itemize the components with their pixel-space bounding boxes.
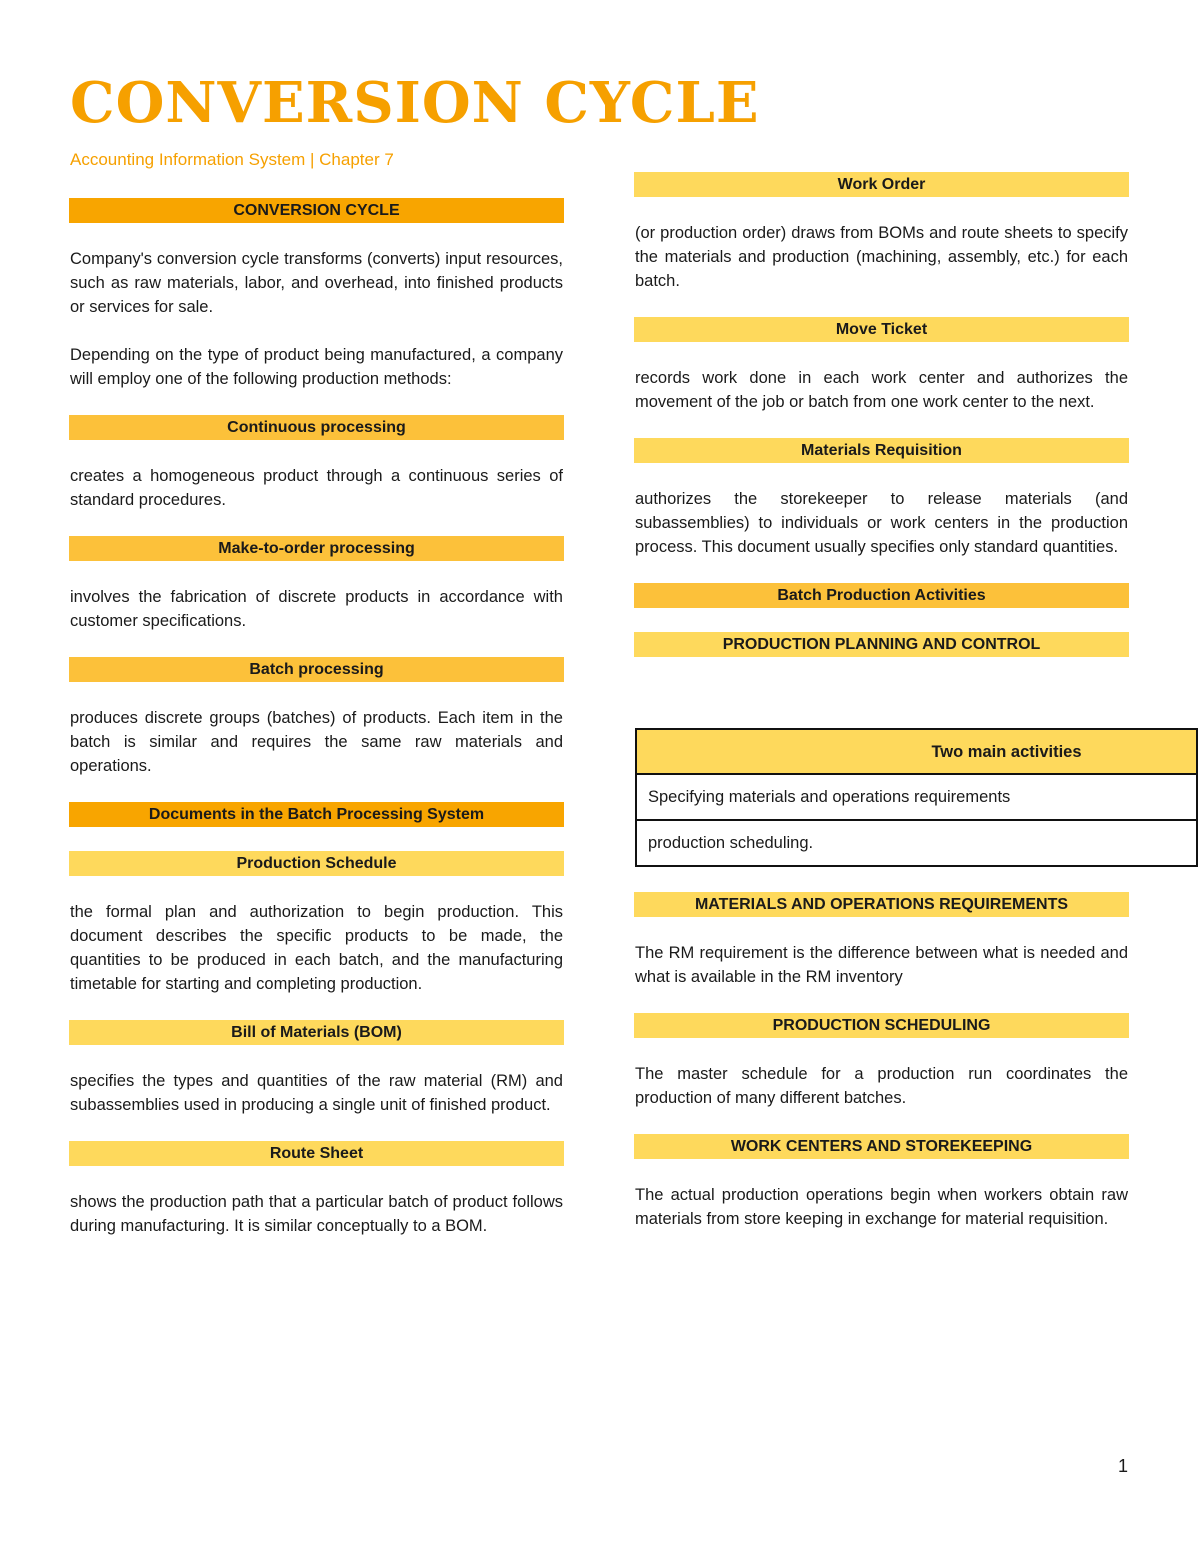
paragraph-bill-of-materials: specifies the types and quantities of the raw material (RM) and subassemblies used in producing a single unit of finished product. xyxy=(70,1072,563,1114)
paragraph-make-to-order: involves the fabrication of discrete products in accordance with customer specifications. xyxy=(70,588,563,630)
section-header-make-to-order: Make-to-order processing xyxy=(69,536,564,561)
paragraph-batch-processing: produces discrete groups (batches) of products. Each item in the batch is similar and requires the same raw materials and operations. xyxy=(70,709,563,775)
section-header-work-order: Work Order xyxy=(634,172,1129,197)
section-header-batch-production-activities: Batch Production Activities xyxy=(634,583,1129,608)
paragraph-production-methods: Depending on the type of product being manufactured, a company will employ one of the following production methods: xyxy=(70,346,563,388)
section-header-continuous-processing: Continuous processing xyxy=(69,415,564,440)
paragraph-continuous-processing: creates a homogeneous product through a continuous series of standard procedures. xyxy=(70,467,563,509)
paragraph-materials-operations-requirements: The RM requirement is the difference between what is needed and what is available in the RM inventory xyxy=(635,944,1128,986)
section-header-move-ticket: Move Ticket xyxy=(634,317,1129,342)
main-activities-table xyxy=(635,728,1198,867)
section-header-bill-of-materials: Bill of Materials (BOM) xyxy=(69,1020,564,1045)
section-header-work-centers-storekeeping: WORK CENTERS AND STOREKEEPING xyxy=(634,1134,1129,1159)
paragraph-work-order: (or production order) draws from BOMs and route sheets to specify the materials and production (machining, assembly, etc.) for each batch. xyxy=(635,224,1128,290)
section-header-conversion-cycle: CONVERSION CYCLE xyxy=(69,198,564,223)
left-column xyxy=(69,198,564,1238)
paragraph-route-sheet: shows the production path that a particular batch of product follows during manufacturing. It is similar conceptually to a BOM. xyxy=(70,1193,563,1235)
section-header-production-schedule: Production Schedule xyxy=(69,851,564,876)
page-subtitle: Accounting Information System | Chapter 7 xyxy=(70,150,394,169)
table-header: Two main activities xyxy=(637,730,1196,775)
paragraph-conversion-definition: Company's conversion cycle transforms (converts) input resources, such as raw materials, labor, and overhead, into finished products or services for sale. xyxy=(70,250,563,316)
paragraph-production-schedule: the formal plan and authorization to begin production. This document describes the specific products to be made, the quantities to be produced in each batch, and the manufacturing timetable for starting and completing production. xyxy=(70,903,563,993)
section-header-documents: Documents in the Batch Processing System xyxy=(69,802,564,827)
section-header-materials-operations-requirements: MATERIALS AND OPERATIONS REQUIREMENTS xyxy=(634,892,1129,917)
section-header-materials-requisition: Materials Requisition xyxy=(634,438,1129,463)
right-column xyxy=(634,172,1129,657)
page-number: 1 xyxy=(1118,1456,1129,1476)
right-column-lower xyxy=(634,892,1129,1231)
section-header-route-sheet: Route Sheet xyxy=(69,1141,564,1166)
section-header-production-scheduling: PRODUCTION SCHEDULING xyxy=(634,1013,1129,1038)
table-row: production scheduling. xyxy=(648,834,814,852)
paragraph-production-scheduling: The master schedule for a production run coordinates the production of many different batches. xyxy=(635,1065,1128,1107)
paragraph-move-ticket: records work done in each work center and authorizes the movement of the job or batch from one work center to the next. xyxy=(635,369,1128,411)
section-header-batch-processing: Batch processing xyxy=(69,657,564,682)
page-title: CONVERSION CYCLE xyxy=(70,70,760,136)
table-row: Specifying materials and operations requirements xyxy=(637,775,1196,821)
section-header-production-planning: PRODUCTION PLANNING AND CONTROL xyxy=(634,632,1129,657)
paragraph-work-centers-storekeeping: The actual production operations begin when workers obtain raw materials from store keeping in exchange for material requisition. xyxy=(635,1186,1128,1228)
paragraph-materials-requisition: authorizes the storekeeper to release materials (and subassemblies) to individuals or work centers in the production process. This document usually specifies only standard quantities. xyxy=(635,490,1128,556)
